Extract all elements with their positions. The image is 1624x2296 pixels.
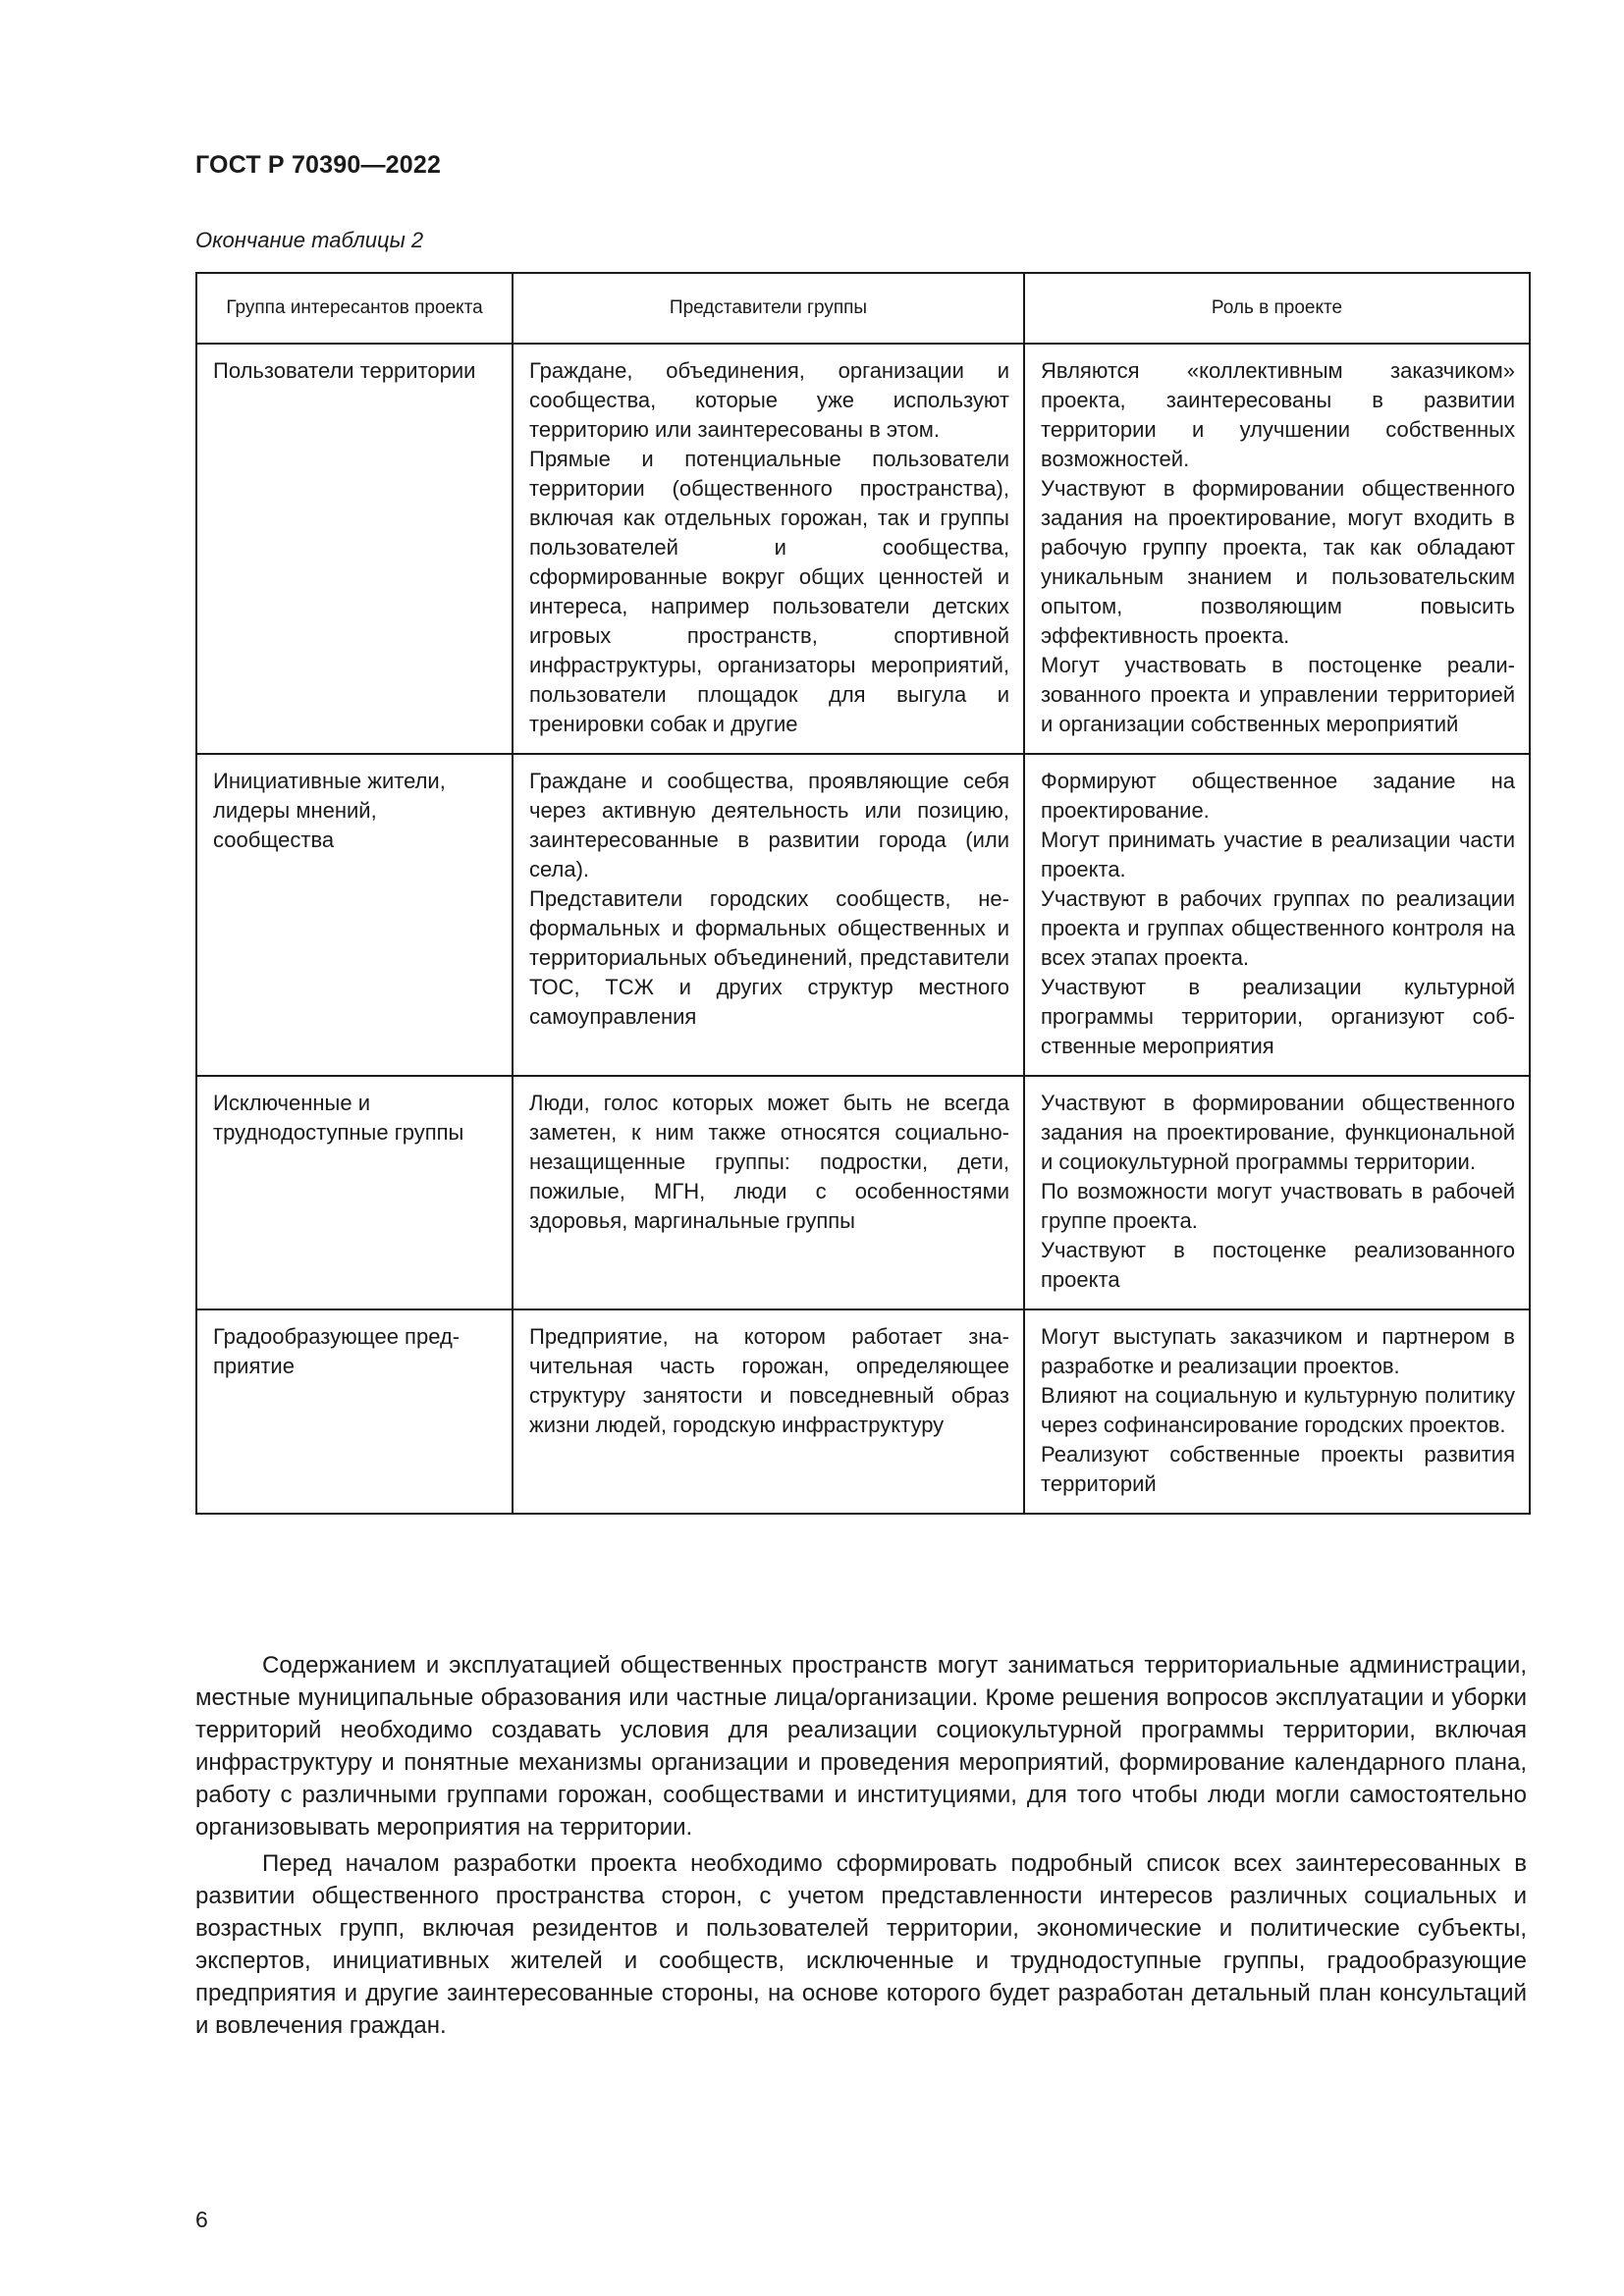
cell-paragraph: Представители городских сообществ, неформальных и формальных общественных и территориальных объединений, представители ТОС, ТСЖ и других структур местного самоуправления: [529, 886, 1009, 1029]
cell-paragraph: Прямые и потенциальные пользователи территории (общественного пространства), включая как отдельных горожан, так и группы пользователей и сообщества, сформированные вокруг общих ценностей и интереса, например пользователи детских игровых пространств, спортивной инфраструктуры, организаторы мероприятий, пользователи площадок для выгула и тренировки собак и другие: [529, 447, 1009, 736]
cell-paragraph: Участвуют в формировании общественного задания на проектирование, функциональной и социокультурной программы территории.: [1041, 1091, 1515, 1174]
body-paragraph: Содержанием и эксплуатацией общественных пространств могут заниматься территориальные администрации, местные муниципальные образования или частные лица/организации. Кроме решения вопросов эксплуатации и уборки территорий необходимо создавать условия для реализации социокультурной программы территории, включая инфраструктуру и понятные механизмы организации и проведения мероприятий, формирование календарного плана, работу с различными группами горожан, сообществами и институциями, для того чтобы люди могли самостоятельно организовывать мероприятия на территории.: [195, 1652, 1527, 1841]
cell-paragraph: Могут участвовать в постоценке реализованного проекта и управлении территорией и организации собственных мероприятий: [1041, 653, 1515, 736]
representatives-cell: [513, 1309, 1024, 1514]
cell-paragraph: Являются «коллективным заказчиком» проекта, заинтересованы в развитии территории и улучшении собственных возможностей.: [1041, 358, 1515, 471]
column-header-representatives: Представители группы: [513, 273, 1024, 344]
cell-paragraph: Граждане и сообщества, проявляющие себя через активную деятельность или позицию, заинтересованные в развитии города (или села).: [529, 769, 1009, 881]
representatives-cell: [513, 754, 1024, 1076]
column-header-role: Роль в проекте: [1024, 273, 1530, 344]
cell-paragraph: Формируют общественное задание на проектирование.: [1041, 769, 1515, 823]
role-cell: [1024, 344, 1530, 754]
body-paragraph: Перед началом разработки проекта необходимо сформировать подробный список всех заинтересованных в развитии общественного пространства сторон, с учетом представленности интересов различных социальных и возрастных групп, включая резидентов и пользователей территории, экономические и политические субъекты, экспертов, инициативных жителей и сообществ, исключенные и труднодоступные группы, градообразующие предприятия и другие заинтересованные стороны, на основе которого будет разработан детальный план консультаций и вовлечения граждан.: [195, 1850, 1527, 2039]
role-cell: [1024, 754, 1530, 1076]
role-cell: [1024, 1309, 1530, 1514]
cell-paragraph: Реализуют собственные проекты развития территорий: [1041, 1442, 1515, 1496]
cell-paragraph: Могут выступать заказчиком и партнером в разработке и реализации проектов.: [1041, 1324, 1515, 1378]
table-row: [196, 1309, 1530, 1514]
cell-paragraph: Могут принимать участие в реализации части проекта.: [1041, 828, 1515, 881]
group-cell: Пользователи территории: [196, 344, 513, 754]
cell-paragraph: Участвуют в постоценке реализованного проекта: [1041, 1238, 1515, 1292]
table-header-row: [196, 273, 1530, 344]
representatives-cell: [513, 344, 1024, 754]
cell-paragraph: Влияют на социальную и культурную политику через софинансирование городских проектов.: [1041, 1383, 1515, 1437]
page-number: 6: [195, 2207, 208, 2232]
table-row: [196, 754, 1530, 1076]
group-cell: Исключенные и труднодоступные группы: [196, 1076, 513, 1309]
table-row: [196, 344, 1530, 754]
table-caption: Окончание таблицы 2: [195, 228, 424, 252]
stakeholders-table: [195, 272, 1531, 1515]
representatives-cell: [513, 1076, 1024, 1309]
cell-paragraph: Граждане, объединения, организации и сообщества, которые уже используют территорию или заинтересованы в этом.: [529, 358, 1009, 442]
body-text: [195, 1649, 1527, 2046]
cell-paragraph: Участвуют в формировании общественного задания на проектирование, могут входить в рабочую группу проекта, так как обладают уникальным знанием и пользовательским опытом, позволяющим повысить эффективность проекта.: [1041, 476, 1515, 648]
cell-paragraph: Участвуют в реализации культурной программы территории, организуют собственные мероприятия: [1041, 975, 1515, 1058]
group-cell: Градообразующее предприятие: [196, 1309, 513, 1514]
document-code: ГОСТ Р 70390—2022: [195, 151, 442, 179]
cell-paragraph: Участвуют в рабочих группах по реализации проекта и группах общественного контроля на всех этапах проекта.: [1041, 886, 1515, 970]
table-row: [196, 1076, 1530, 1309]
role-cell: [1024, 1076, 1530, 1309]
group-cell: Инициативные жители, лидеры мнений, сообщества: [196, 754, 513, 1076]
cell-paragraph: Предприятие, на котором работает значительная часть горожан, определяющее структуру занятости и повседневный образ жизни людей, городскую инфраструктуру: [529, 1324, 1009, 1437]
cell-paragraph: Люди, голос которых может быть не всегда заметен, к ним также относятся социально-незащищенные группы: подростки, дети, пожилые, МГН, люди с особенностями здоровья, маргинальные группы: [529, 1091, 1009, 1233]
cell-paragraph: По возможности могут участвовать в рабочей группе проекта.: [1041, 1179, 1515, 1233]
column-header-group: Группа интересантов проекта: [196, 273, 513, 344]
